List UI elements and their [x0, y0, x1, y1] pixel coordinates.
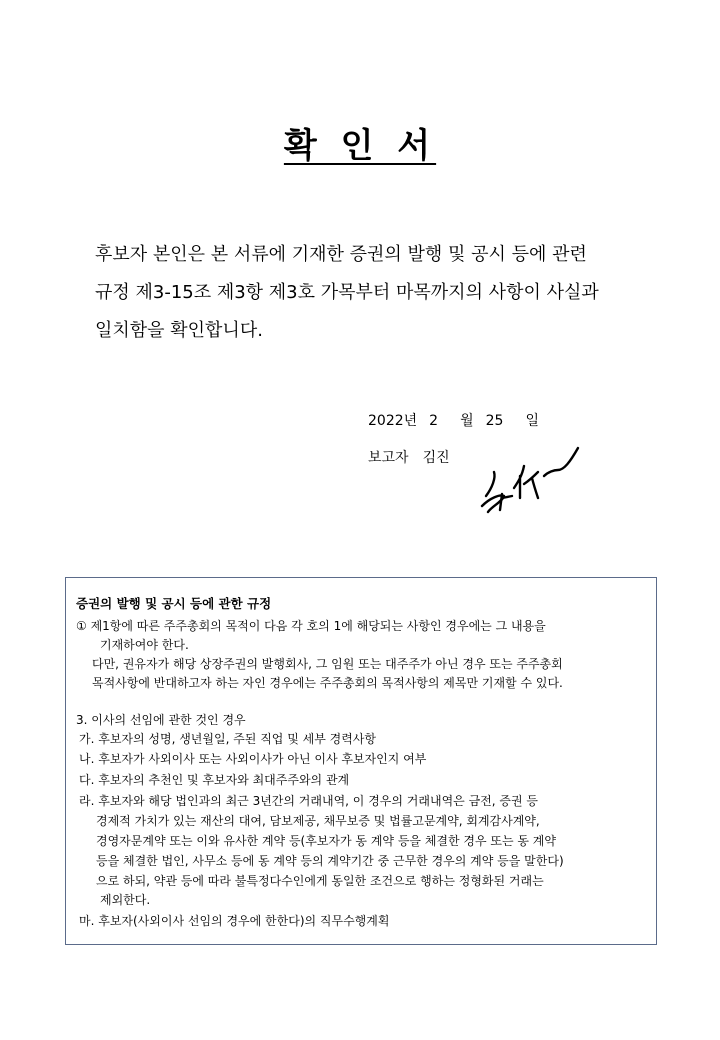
item-ra-line-3: 경영자문계약 또는 이와 유사한 계약 등(후보자가 동 계약 등을 체결한 경우 또는 동 계약 — [96, 834, 556, 848]
document-title — [0, 118, 720, 167]
paragraph1-line-2: 기재하여야 한다. — [100, 638, 189, 652]
statement-line-3: 일치함을 확인합니다. — [95, 320, 263, 341]
date-line — [368, 410, 539, 430]
date-month-unit: 월 — [460, 413, 474, 429]
reporter-label: 보고자 — [368, 450, 409, 466]
paragraph1-line-1: ① 제1항에 따른 주주총회의 목적이 다음 각 호의 1에 해당되는 사항인 경우에는 그 내용을 — [76, 619, 546, 633]
item-ra-line-5: 으로 하되, 약관 등에 따라 불특정다수인에게 동일한 조건으로 행하는 정형화된 거래는 — [96, 874, 544, 888]
item-ra-line-2: 경제적 가치가 있는 재산의 대여, 담보제공, 채무보증 및 법률고문계약, 회계감사계약, — [96, 814, 540, 828]
date-year: 2022년 — [368, 413, 418, 429]
paragraph1-line-3: 다만, 권유자가 해당 상장주권의 발행회사, 그 임원 또는 대주주가 아닌 경우 또는 주주총회 — [92, 657, 563, 671]
date-month: 2 — [429, 413, 439, 429]
item-ga: 가. 후보자의 성명, 생년월일, 주된 직업 및 세부 경력사항 — [79, 732, 376, 746]
item-na: 나. 후보자가 사외이사 또는 사외이사가 아닌 이사 후보자인지 여부 — [79, 752, 427, 766]
item-ra-line-4: 등을 체결한 법인, 사무소 등에 동 계약 등의 계약기간 중 근무한 경우의 계약 등을 말한다) — [96, 854, 564, 868]
item-ra-line-6: 제외한다. — [100, 893, 151, 907]
regulation-box-title: 증권의 발행 및 공시 등에 관한 규정 — [76, 596, 272, 611]
reporter-line — [368, 447, 450, 467]
confirmation-statement — [95, 236, 655, 350]
item-ra-line-1: 라. 후보자와 해당 법인과의 최근 3년간의 거래내역, 이 경우의 거래내역은 금전, 증권 등 — [79, 794, 538, 808]
date-day-unit: 일 — [525, 413, 539, 429]
statement-line-1: 후보자 본인은 본 서류에 기재한 증권의 발행 및 공시 등에 관련 — [95, 244, 587, 265]
date-day: 25 — [485, 413, 504, 429]
reporter-name: 김진 — [422, 450, 450, 466]
item-ma: 마. 후보자(사외이사 선임의 경우에 한한다)의 직무수행계획 — [79, 914, 390, 928]
item-da: 다. 후보자의 추천인 및 후보자와 최대주주와의 관계 — [79, 773, 350, 787]
item3-heading: 3. 이사의 선임에 관한 것인 경우 — [76, 713, 246, 727]
document-title-text: 확 인 서 — [283, 126, 437, 166]
statement-line-2: 규정 제3-15조 제3항 제3호 가목부터 마목까지의 사항이 사실과 — [95, 282, 599, 303]
paragraph1-line-4: 목적사항에 반대하고자 하는 자인 경우에는 주주총회의 목적사항의 제목만 기재할 수 있다. — [92, 676, 563, 690]
regulation-box — [65, 577, 657, 945]
handwritten-signature — [478, 436, 588, 520]
